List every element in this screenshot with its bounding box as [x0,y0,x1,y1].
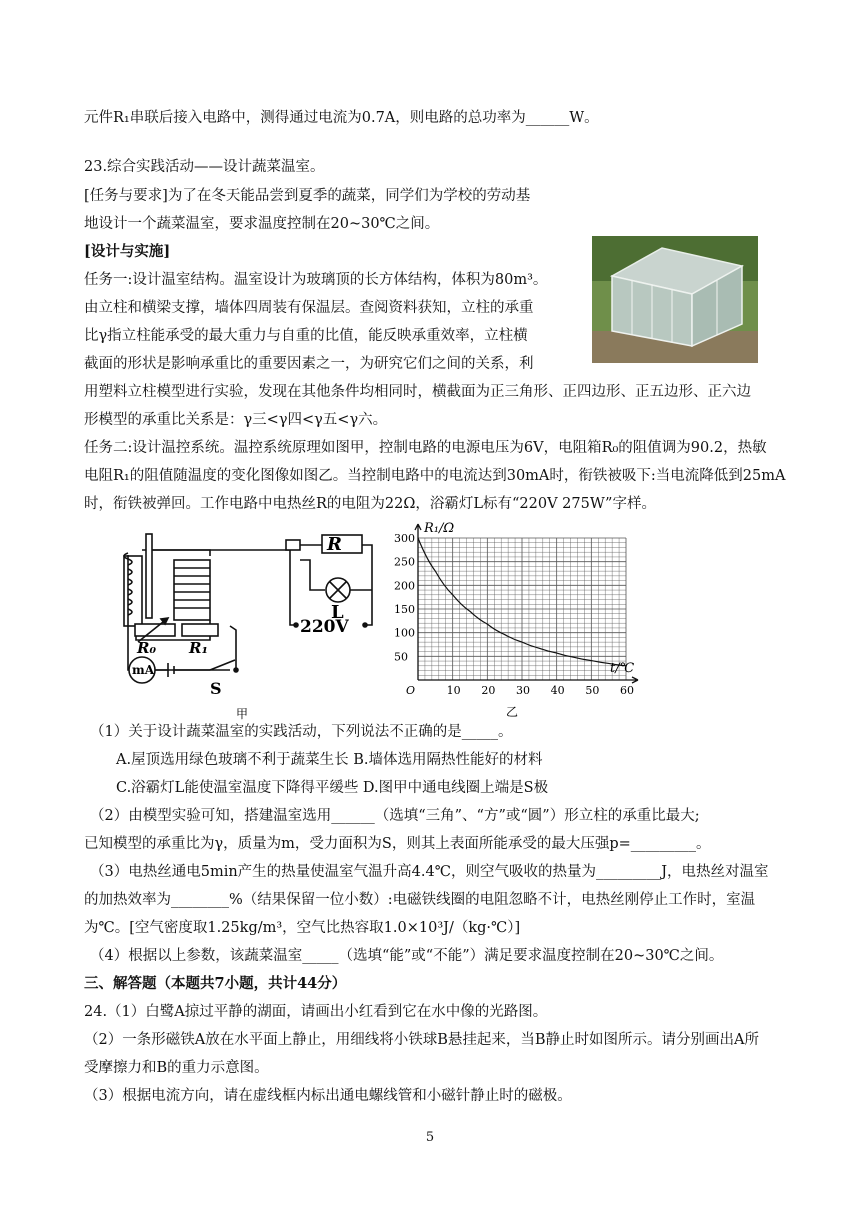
x-tick-label: 50 [585,684,600,697]
text-line: 比γ指立柱能承受的最大重力与自重的比值，能反映承重效率，立柱横 [84,328,528,344]
page-number: 5 [425,1130,435,1145]
label-R0: R₀ [137,639,157,657]
chart-ylabel: R₁/Ω [424,521,455,536]
y-tick-label: 50 [394,650,408,664]
question-item: 24.（1）白鹭A掠过平静的湖面，请画出小红看到它在水中像的光路图。 [84,1004,548,1020]
question-item: （2）由模型实验可知，搭建温室选用______（选填“三角”、“方”或“圆”）形立柱的承重比最大; [90,808,700,824]
text-line: 任务一:设计温室结构。温室设计为玻璃顶的长方体结构，体积为80m³。 [84,272,548,288]
y-tick-label: 200 [394,579,415,593]
text-line: 由立柱和横梁支撑，墙体四周装有保温层。查阅资料获知，立柱的承重 [84,300,534,316]
question-item: 为℃。[空气密度取1.25kg/m³，空气比热容取1.0×10³J/（kg·℃）] [84,920,521,936]
text-line: 截面的形状是影响承重比的重要因素之一，为研究它们之间的关系，利 [84,356,534,372]
y-tick-label: 100 [394,626,415,640]
question-title: 23.综合实践活动——设计蔬菜温室。 [84,159,325,175]
question-item: （4）根据以上参数，该蔬菜温室_____（选填“能”或“不能”）满足要求温度控制在20~30℃之间。 [90,948,724,964]
greenhouse-photo [592,236,758,363]
text-line: 电阻R₁的阻值随温度的变化图像如图乙。当控制电路中的电流达到30mA时，衔铁被吸下:当电流降低到25mA [84,468,786,484]
x-tick-label: 30 [516,684,530,697]
question-item: 受摩擦力和B的重力示意图。 [84,1060,269,1076]
label-220V: 220V [300,617,349,637]
chart-axes [415,524,638,683]
x-tick-label: 10 [446,684,461,697]
question-item: 已知模型的承重比为γ，质量为m，受力面积为S，则其上表面所能承受的最大压强p=_________。 [84,836,711,852]
chart-xlabel: t/℃ [610,661,635,676]
x-tick-label: 60 [620,684,634,697]
section-heading: [设计与实施] [84,243,171,260]
text-line: 用塑料立柱模型进行实验，发现在其他条件均相同时，横截面为正三角形、正四边形、正五边形、正六边 [84,384,751,400]
caption-right: 乙 [506,705,519,719]
label-S: S [210,679,222,698]
y-tick-label: 150 [394,603,415,616]
r1-temperature-chart [388,520,643,720]
text-line: 形模型的承重比关系是：γ三<γ四<γ五<γ六。 [84,412,388,428]
question-item: （3）根据电流方向，请在虚线框内标出通电螺线管和小磁针静止时的磁极。 [84,1088,572,1104]
label-R1: R₁ [189,639,209,657]
text-line: 时，衔铁被弹回。工作电路中电热丝R的电阻为22Ω，浴霸灯L标有“220V 275W”字样。 [84,496,656,512]
chart-grid [418,538,626,680]
choice-line: C.浴霸灯L能使温室温度下降得平缓些 D.图甲中通电线圈上端是S极 [116,780,549,796]
question-item: （1）关于设计蔬菜温室的实践活动，下列说法不正确的是_____。 [90,724,513,740]
x-tick-label: 40 [550,684,565,697]
label-R: R [327,534,342,555]
section-heading: 三、解答题（本题共7小题，共计44分） [84,975,347,992]
text-line: 元件R₁串联后接入电路中，测得通过电流为0.7A，则电路的总功率为______W。 [84,110,599,126]
text-line: 地设计一个蔬菜温室，要求温度控制在20~30℃之间。 [84,216,440,232]
axis-lines [415,524,638,683]
y-tick-label: 300 [394,532,415,545]
choice-line: A.屋顶选用绿色玻璃不利于蔬菜生长 B.墙体选用隔热性能好的材料 [116,752,543,768]
label-mA: mA [132,663,155,677]
x-tick-label: 20 [481,684,496,697]
question-item: （3）电热丝通电5min产生的热量使温室气温升高4.4℃，则空气吸收的热量为_________J，电热丝对温室 [90,864,769,880]
circuit-diagram [110,520,390,725]
y-tick-label: 250 [394,555,415,569]
text-line: 任务二:设计温控系统。温控系统原理如图甲，控制电路的电源电压为6V，电阻箱R₀的阻值调为90.2，热敏 [84,440,767,456]
label-L: L [331,602,344,623]
question-item: （2）一条形磁铁A放在水平面上静止，用细线将小铁球B悬挂起来，当B静止时如图所示。请分别画出A所 [84,1032,759,1048]
x-tick-label: O [406,684,416,697]
question-item: 的加热效率为________%（结果保留一位小数）:电磁铁线圈的电阻忽略不计，电热丝刚停止工作时，室温 [84,892,756,908]
text-line: [任务与要求]为了在冬天能品尝到夏季的蔬菜，同学们为学校的劳动基 [84,188,531,204]
caption-left: 甲 [236,707,249,721]
